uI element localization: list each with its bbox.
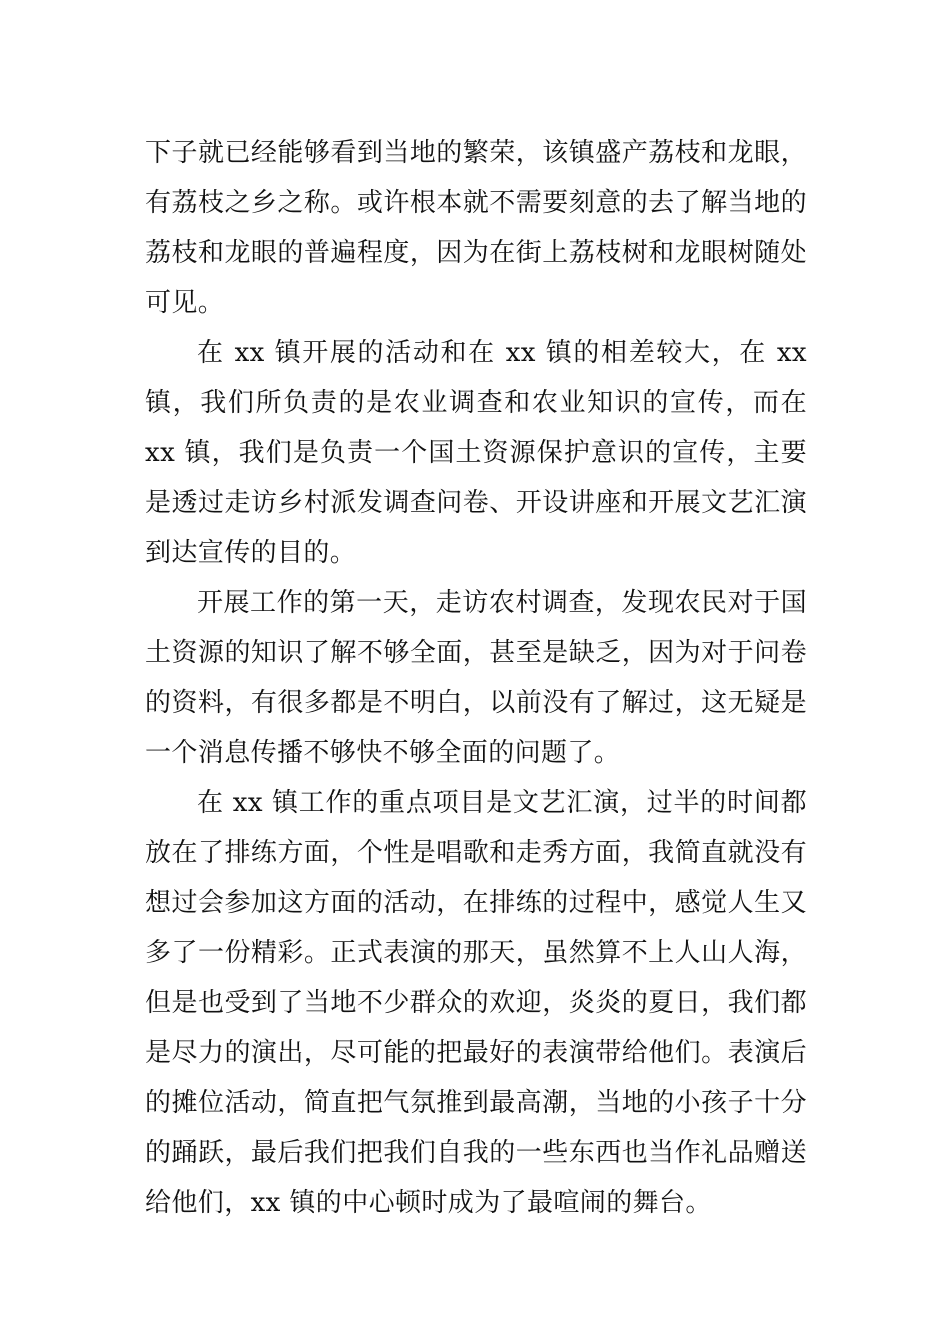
paragraph: 在 xx 镇开展的活动和在 xx 镇的相差较大，在 xx 镇，我们所负责的是农业调查和农业知识的宣传，而在 xx 镇，我们是负责一个国土资源保护意识的宣传，主要是透过走访乡村派发调查问卷、开设讲座和开展文艺汇演到达宣传的目的。 (145, 338, 807, 568)
document-body (145, 128, 807, 1228)
paragraph: 在 xx 镇工作的重点项目是文艺汇演，过半的时间都放在了排练方面，个性是唱歌和走秀方面，我简直就没有想过会参加这方面的活动，在排练的过程中，感觉人生又多了一份精彩。正式表演的那天，虽然算不上人山人海，但是也受到了当地不少群众的欢迎，炎炎的夏日，我们都是尽力的演出，尽可能的把最好的表演带给他们。表演后的摊位活动，简直把气氛推到最高潮，当地的小孩子十分的踊跃，最后我们把我们自我的一些东西也当作礼品赠送给他们，xx 镇的中心顿时成为了最喧闹的舞台。 (145, 788, 807, 1218)
paragraph: 开展工作的第一天，走访农村调查，发现农民对于国土资源的知识了解不够全面，甚至是缺乏，因为对于问卷的资料，有很多都是不明白，以前没有了解过，这无疑是一个消息传播不够快不够全面的问题了。 (145, 588, 807, 768)
paragraph-continuation: 下子就已经能够看到当地的繁荣，该镇盛产荔枝和龙眼，有荔枝之乡之称。或许根本就不需要刻意的去了解当地的荔枝和龙眼的普遍程度，因为在街上荔枝树和龙眼树随处可见。 (145, 138, 807, 318)
